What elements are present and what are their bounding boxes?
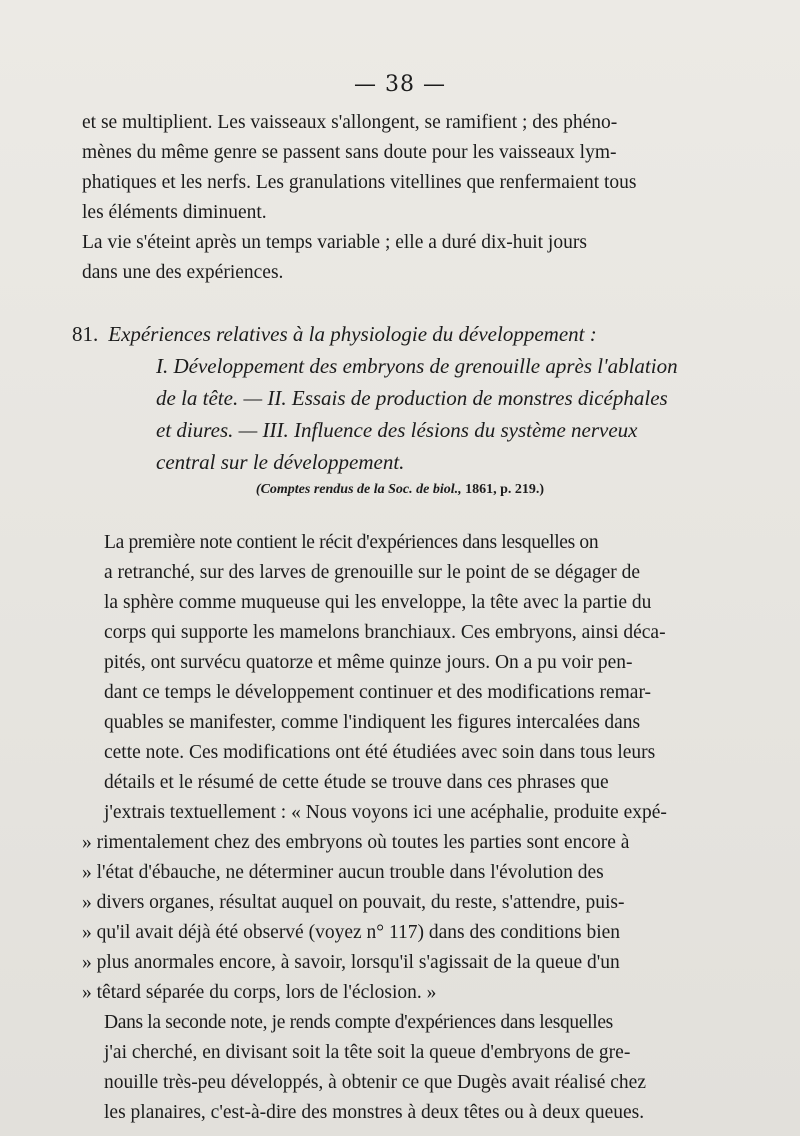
final-paragraph: [82, 1008, 730, 1128]
section-title-line: Expériences relatives à la physiologie du développement :: [108, 322, 597, 346]
text-line: quables se manifester, comme l'indiquent les figures intercalées dans: [104, 712, 641, 733]
text-line: La vie s'éteint après un temps variable ; elle a duré dix-huit jours: [82, 232, 587, 253]
text-line: pités, ont survécu quatorze et même quinze jours. On a pu voir pen-: [104, 652, 633, 673]
text-line: détails et le résumé de cette étude se trouve dans ces phrases que: [104, 772, 609, 793]
quote-line: » plus anormales encore, à savoir, lorsqu'il s'agissait de la queue d'un: [82, 952, 620, 973]
quote-line: » divers organes, résultat auquel on pouvait, du reste, s'attendre, puis-: [82, 892, 625, 913]
section-heading: [72, 318, 732, 478]
text-line: j'ai cherché, en divisant soit la tête soit la queue d'embryons de gre-: [104, 1042, 631, 1063]
section-title-line: I. Développement des embryons de grenouille après l'ablation: [156, 354, 678, 378]
page-number: — 38 —: [354, 72, 446, 97]
text-line: j'extrais textuellement : « Nous voyons ici une acéphalie, produite expé-: [104, 802, 667, 823]
text-line: phatiques et les nerfs. Les granulations vitellines que renfermaient tous: [82, 172, 637, 193]
quote-line: » l'état d'ébauche, ne déterminer aucun trouble dans l'évolution des: [82, 862, 604, 883]
text-line: corps qui supporte les mamelons branchiaux. Ces embryons, ainsi déca-: [104, 622, 666, 643]
quote-line: » têtard séparée du corps, lors de l'éclosion. »: [82, 982, 437, 1003]
quote-line: » rimentalement chez des embryons où toutes les parties sont encore à: [82, 832, 630, 853]
text-line: mènes du même genre se passent sans doute pour les vaisseaux lym-: [82, 142, 617, 163]
text-line: nouille très-peu développés, à obtenir ce que Dugès avait réalisé chez: [104, 1072, 646, 1093]
text-line: a retranché, sur des larves de grenouille sur le point de se dégager de: [104, 562, 641, 583]
main-paragraph: [82, 528, 730, 828]
quotation: [82, 828, 730, 1008]
quote-line: » qu'il avait déjà été observé (voyez n° 117) dans des conditions bien: [82, 922, 621, 943]
citation: [0, 482, 800, 498]
text-line: La première note contient le récit d'expériences dans lesquelles on: [104, 532, 599, 553]
top-paragraph: [82, 108, 730, 228]
section-title-line: central sur le développement.: [156, 450, 405, 474]
citation-pages: 1861, p. 219.): [465, 482, 545, 497]
text-line: dant ce temps le développement continuer et des modifications remar-: [104, 682, 652, 703]
text-line: les éléments diminuent.: [82, 202, 267, 223]
section-title-line: de la tête. — II. Essais de production de monstres dicéphales: [156, 386, 668, 410]
section-number: 81.: [72, 322, 99, 346]
text-line: et se multiplient. Les vaisseaux s'allongent, se ramifient ; des phéno-: [82, 112, 618, 133]
text-line: les planaires, c'est-à-dire des monstres à deux têtes ou à deux queues.: [104, 1102, 645, 1123]
text-line: Dans la seconde note, je rends compte d'expériences dans lesquelles: [104, 1012, 613, 1033]
text-line: la sphère comme muqueuse qui les enveloppe, la tête avec la partie du: [104, 592, 652, 613]
citation-source: (Comptes rendus de la Soc. de biol.,: [255, 482, 462, 497]
second-paragraph: [82, 228, 730, 288]
text-line: cette note. Ces modifications ont été étudiées avec soin dans tous leurs: [104, 742, 656, 763]
section-title-line: et diures. — III. Influence des lésions du système nerveux: [156, 418, 638, 442]
text-line: dans une des expériences.: [82, 262, 284, 283]
